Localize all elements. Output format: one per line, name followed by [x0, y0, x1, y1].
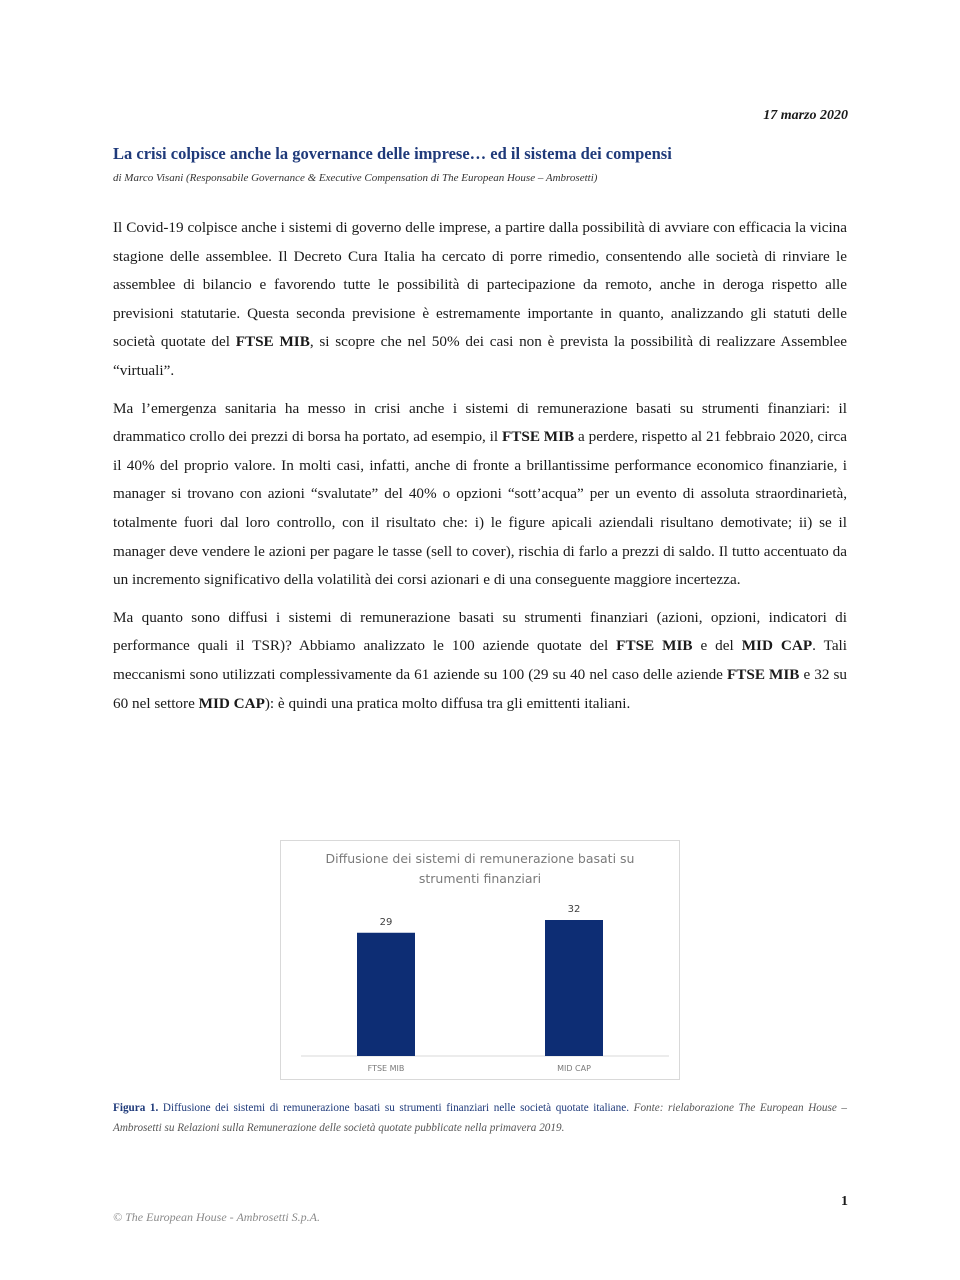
x-tick-label: FTSE MIB — [367, 1064, 405, 1073]
text-segment: e 32 su 60 nel settore — [113, 665, 848, 712]
text-segment: e del — [692, 637, 742, 655]
copyright-footer: © The European House - Ambrosetti S.p.A. — [113, 1210, 320, 1224]
x-tick-label: MID CAP — [557, 1064, 591, 1073]
bold-term: FTSE MIB — [501, 428, 575, 446]
document-date: 17 marzo 2020 — [763, 108, 848, 123]
bold-term: MID CAP — [198, 694, 265, 712]
article-title: La crisi colpisce anche la governance delle imprese… ed il sistema dei compensi — [113, 144, 672, 163]
figure-caption — [113, 1098, 847, 1138]
text-segment: ): è quindi una pratica molto diffusa tra gli emittenti italiani. — [264, 694, 631, 712]
text-segment: . Tali meccanismi sono utilizzati complessivamente da 61 aziende su 100 (29 su 40 nel caso delle aziende — [113, 637, 847, 683]
article-author: di Marco Visani (Responsabile Governance & Executive Compensation di The European House – Ambrosetti) — [113, 172, 598, 184]
text-segment: Il Covid-19 colpisce anche i sistemi di governo delle imprese, a partire dalla possibilità di avviare con efficacia la vicina stagione delle assemblee. Il Decreto Cura Italia ha cercato di porre rimedio, consentendo alle società di rinviare le assemblee di bilancio e favorendo tutte le possibilità di partecipazione da remoto, anche in deroga rispetto alle previsioni statutarie. Questa seconda previsione è estremamente importante in quanto, analizzando gli statuti delle società quotate del — [113, 219, 847, 351]
bold-term: FTSE MIB — [726, 665, 800, 683]
bold-term: MID CAP — [741, 637, 813, 655]
caption-text: Diffusione dei sistemi di remunerazione basati su strumenti finanziari nelle società quotate italiane. — [158, 1102, 629, 1114]
bold-term: FTSE MIB — [616, 637, 693, 655]
data-label: 29 — [379, 916, 393, 928]
chart-title-line-1: Diffusione dei sistemi di remunerazione basati su — [325, 851, 635, 866]
data-label: 32 — [567, 904, 581, 915]
chart-title-line-2: strumenti finanziari — [418, 871, 542, 886]
text-segment: a perdere, rispetto al 21 febbraio 2020, circa il 40% del proprio valore. In molti casi, infatti, anche di fronte a brillantissime performance economico finanziarie, i manager si trovano con azioni “svalutate” del 40% o opzioni “sott’acqua” per un evento di assoluta straordinarietà, totalmente fuori dal loro controllo, con il risultato che: i) le figure apicali aziendali risultano demotivate; ii) se il manager deve vendere le azioni per pagare le tasse (sell to cover), rischia di farlo a prezzi di saldo. Il tutto accentuato da un incremento significativo della volatilità dei corsi azionari e di una conseguente maggiore incertezza. — [113, 428, 847, 589]
text-segment: , si scopre che nel 50% dei casi non è prevista la possibilità di realizzare Assemblee “virtuali”. — [113, 333, 848, 379]
bold-term: FTSE MIB — [235, 333, 310, 351]
page-number: 1 — [841, 1194, 848, 1209]
article-body — [113, 214, 847, 727]
text-segment: Ma quanto sono diffusi i sistemi di remunerazione basati su strumenti finanziari (azioni, opzioni, indicatori di performance quali il TSR)? Abbiamo analizzato le 100 aziende quotate del — [113, 608, 847, 655]
chart-figure — [280, 840, 680, 1080]
paragraph-1 — [113, 214, 847, 386]
text-segment: Ma l’emergenza sanitaria ha messo in crisi anche i sistemi di remunerazione basati su strumenti finanziari: il drammatico crollo dei prezzi di borsa ha portato, ad esempio, il — [113, 399, 847, 446]
bar-mid-cap — [545, 920, 603, 1056]
caption-source: Fonte: rielaborazione The European House – Ambrosetti su Relazioni sulla Remunerazione delle società quotate pubblicate nella primavera 2019. — [113, 1102, 848, 1134]
bar-chart — [281, 841, 679, 1079]
paragraph-2 — [113, 395, 847, 595]
caption-label: Figura 1. — [113, 1102, 159, 1114]
bar-ftse-mib — [357, 933, 415, 1056]
paragraph-3 — [113, 604, 847, 718]
